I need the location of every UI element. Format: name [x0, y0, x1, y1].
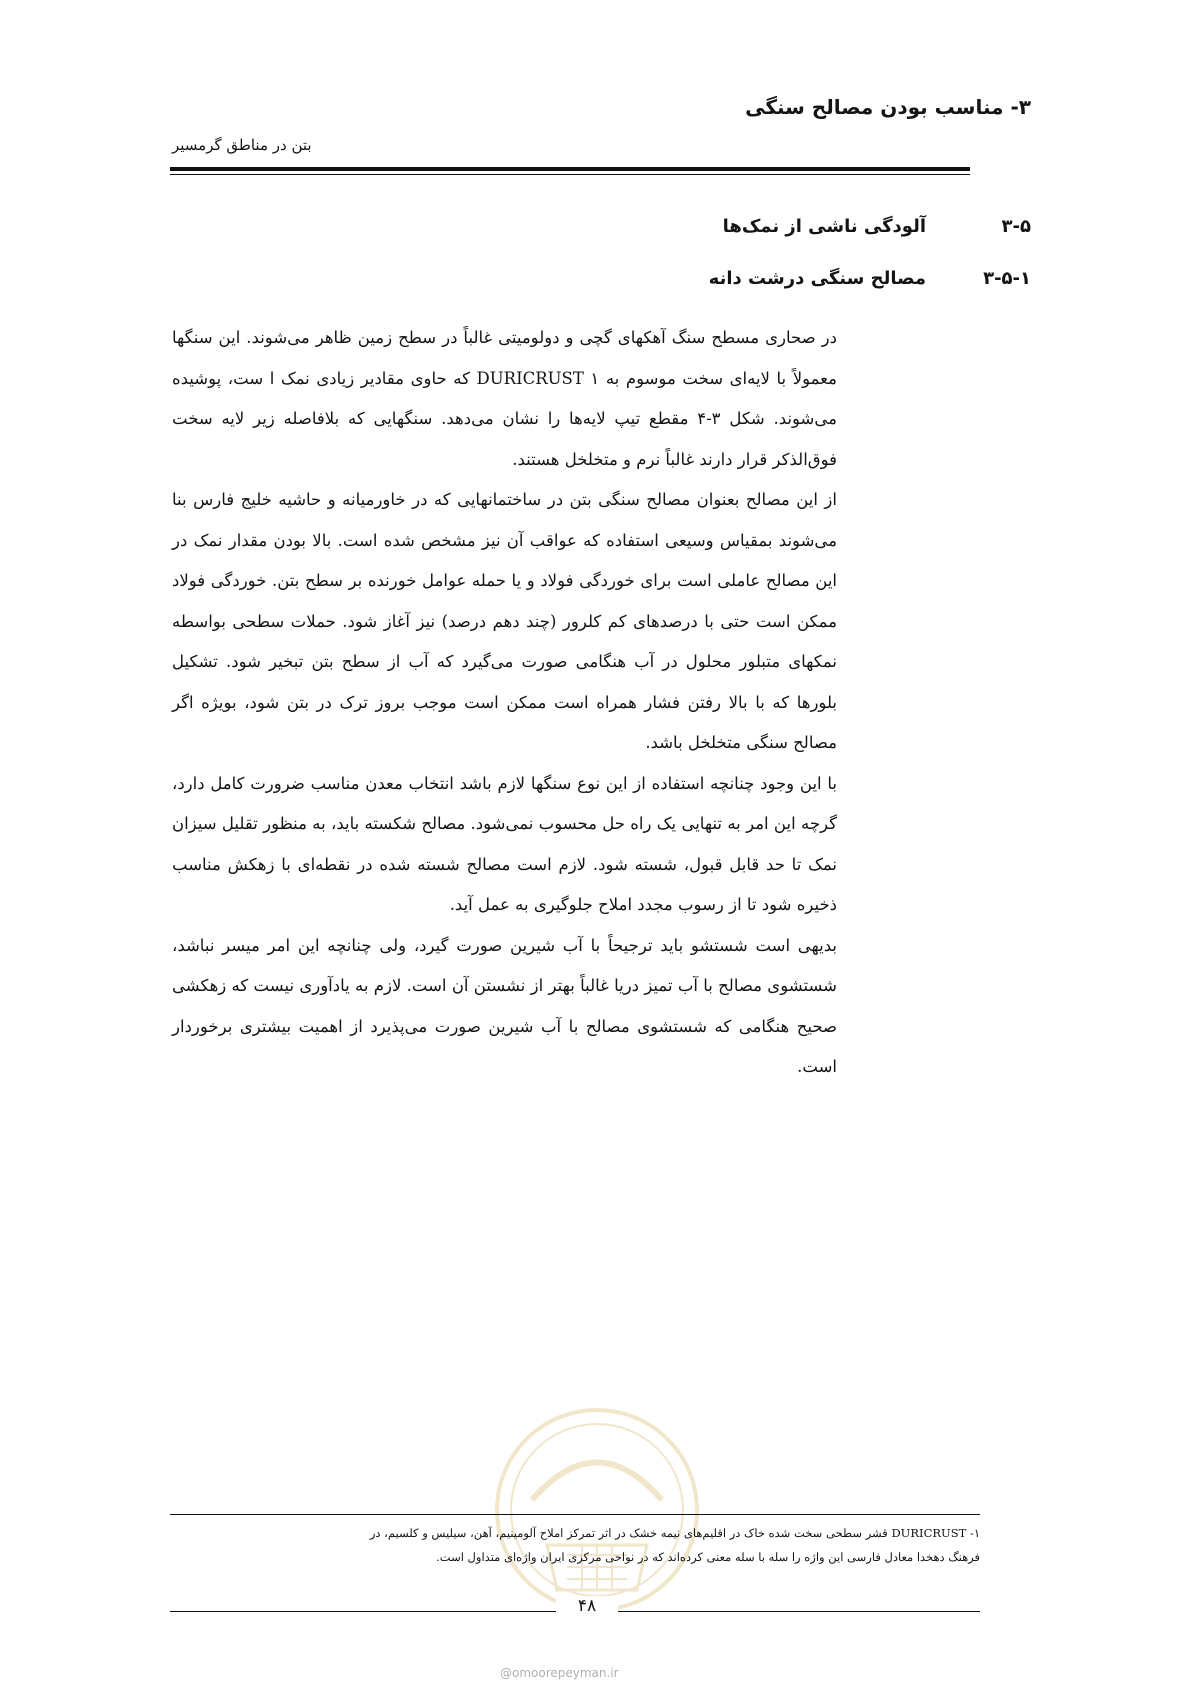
watermark-seal-icon: [492, 1405, 702, 1615]
paragraph: بدیهی است شستشو باید ترجیحاً با آب شیرین صورت گیرد، ولی چنانچه این امر میسر نباشد، شستشوی مصالح با آب تمیز دریا غالباً بهتر از نشستن آن است. لازم به یادآوری نیست که زهکشی صحیح هنگامی که شستشوی مصالح با آب شیرین صورت می‌پذیرد از اهمیت بیشتری برخوردار است.: [172, 935, 837, 1076]
footnote: [172, 1521, 980, 1569]
footnote-divider: [170, 1514, 980, 1515]
subsection-heading: [331, 268, 1031, 289]
watermark-url: @omoorepeyman.ir: [500, 1666, 619, 1680]
section-number: ۳-۵: [1001, 216, 1031, 237]
body-text: [172, 318, 837, 1088]
header-divider-thin: [170, 174, 970, 175]
paragraph: در صحاری مسطح سنگ آهکهای گچی و دولومیتی غالباً در سطح زمین ظاهر می‌شوند. این سنگها معمولاً با لایه‌ای سخت موسوم به DURICRUST ۱ که حاوی مقادیر زیادی نمک ا ست، پوشیده می‌شوند. شکل ۳-۴ مقطع تیپ لایه‌ها را نشان می‌دهد. سنگهایی که بلافاصله زیر لایه سخت فوق‌الذکر قرار دارند غالباً نرم و متخلخل هستند.: [172, 328, 837, 469]
subsection-number: ۳-۵-۱: [983, 268, 1031, 289]
running-header-book-title: بتن در مناطق گرمسیر: [172, 136, 312, 154]
paragraph: با این وجود چنانچه استفاده از این نوع سنگها لازم باشد انتخاب معدن مناسب ضرورت کامل دارد، گرچه این امر به تنهایی یک راه حل محسوب نمی‌شود. مصالح شکسته باید، به منظور تقلیل سیزان نمک تا حد قابل قبول، شسته شود. لازم است مصالح شسته شده در نقطه‌ای با زهکش مناسب ذخیره شود تا از رسوب مجدد املاح جلوگیری به عمل آید.: [172, 773, 837, 914]
running-header-chapter-title: ۳- مناسب بودن مصالح سنگی: [745, 95, 1031, 119]
footnote-line: ۱- DURICRUST قشر سطحی سخت شده خاک در اقلیم‌های نیمه خشک در اثر تمرکز املاح آلومینیم، آهن، سیلیس و کلسیم، در: [369, 1526, 980, 1540]
header-divider-thick: [170, 167, 970, 171]
paragraph: از این مصالح بعنوان مصالح سنگی بتن در ساختمانهایی که در خاورمیانه و حاشیه خلیج فارس بنا می‌شوند بمقیاس وسیعی استفاده که عواقب آن نیز مشخص شده است. بالا بودن مقدار نمک در این مصالح عاملی است برای خوردگی فولاد و یا حمله عوامل خورنده بر سطح بتن. خوردگی فولاد ممکن است حتی با درصدهای کم کلرور (چند دهم درصد) نیز آغاز شود. حملات سطحی بواسطه نمکهای متبلور محلول در آب هنگامی صورت می‌گیرد که آب از سطح بتن تبخیر شود. تشکیل بلورها که با بالا رفتن فشار همراه است ممکن است موجب بروز ترک در بتن شود، بویژه اگر مصالح سنگی متخلخل باشد.: [172, 490, 837, 752]
page-number: ۴۸: [556, 1596, 618, 1616]
section-heading: [331, 216, 1031, 237]
section-title: آلودگی ناشی از نمک‌ها: [722, 216, 926, 237]
subsection-title: مصالح سنگی درشت دانه: [708, 268, 926, 289]
footnote-line: فرهنگ دهخدا معادل فارسی این واژه را سله با سله معنی کرده‌اند که در نواحی مرکزی ایران واژه‌ای متداول است.: [436, 1550, 980, 1564]
